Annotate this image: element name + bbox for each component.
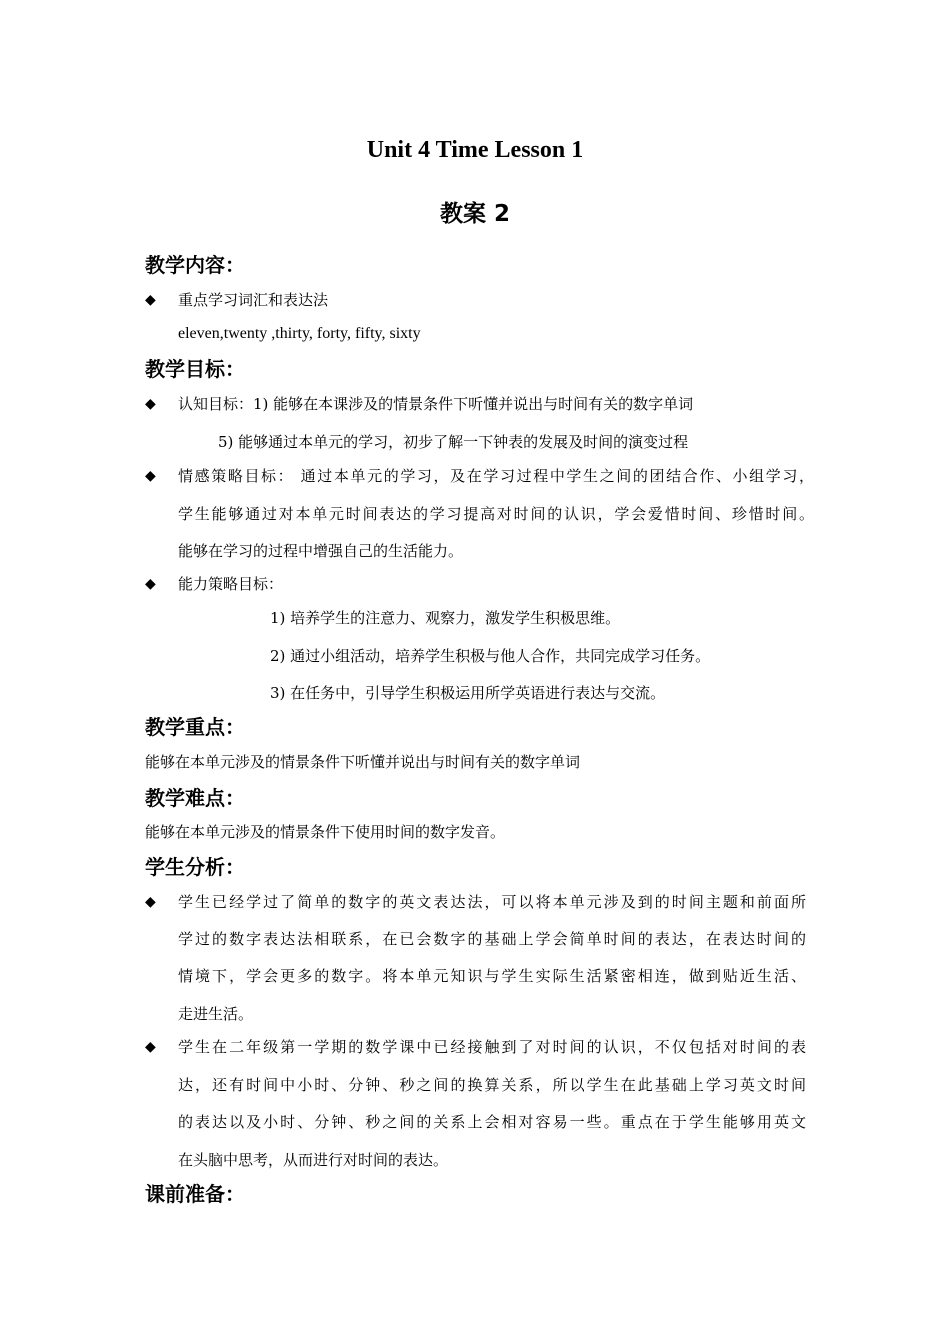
affective-goal-line-2: 学生能够通过对本单元时间表达的学习提高对时间的认识，学会爱惜时间、珍惜时间。 (178, 505, 814, 523)
bullet-diamond-icon: ◆ (145, 292, 156, 308)
key-points-text: 能够在本单元涉及的情景条件下听懂并说出与时间有关的数字单词 (145, 753, 581, 771)
heading-difficulties: 教学难点： (145, 786, 245, 810)
analysis-p1-line-4: 走进生活。 (178, 1005, 254, 1023)
heading-preparation: 课前准备： (145, 1182, 245, 1206)
analysis-p2-line-2: 达，还有时间中小时、分钟、秒之间的换算关系，所以学生在此基础上学习英文时间 (178, 1076, 806, 1094)
heading-teaching-goals: 教学目标： (145, 357, 245, 381)
analysis-p2-line-4: 在头脑中思考，从而进行对时间的表达。 (178, 1151, 449, 1169)
analysis-p2-line-1: 学生在二年级第一学期的数学课中已经接触到了对时间的认识，不仅包括对时间的表 (178, 1038, 806, 1056)
ability-goal-item-2: 2) 通过小组活动，培养学生积极与他人合作，共同完成学习任务。 (270, 647, 711, 665)
affective-goal-line-3: 能够在学习的过程中增强自己的生活能力。 (178, 542, 464, 560)
content-bullet-text: 重点学习词汇和表达法 (178, 291, 329, 309)
analysis-p1-line-1: 学生已经学过了简单的数字的英文表达法，可以将本单元涉及到的时间主题和前面所 (178, 893, 806, 911)
document-subtitle: 教案 2 (439, 201, 510, 227)
ability-goal: 能力策略目标： (178, 575, 284, 593)
difficulties-text: 能够在本单元涉及的情景条件下使用时间的数字发音。 (145, 823, 506, 841)
heading-student-analysis: 学生分析： (145, 855, 245, 879)
ability-goal-item-3: 3) 在任务中，引导学生积极运用所学英语进行表达与交流。 (270, 684, 666, 702)
bullet-diamond-icon: ◆ (145, 1039, 156, 1055)
analysis-p2-line-3: 的表达以及小时、分钟、秒之间的关系上会相对容易一些。重点在于学生能够用英文 (178, 1113, 806, 1131)
bullet-diamond-icon: ◆ (145, 894, 156, 910)
affective-goal-line-1: 情感策略目标： 通过本单元的学习，及在学习过程中学生之间的团结合作、小组学习， (178, 467, 814, 485)
document-title: Unit 4 Time Lesson 1 (366, 137, 584, 163)
heading-key-points: 教学重点： (145, 715, 245, 739)
heading-teaching-content: 教学内容： (145, 253, 245, 277)
ability-goal-item-1: 1) 培养学生的注意力、观察力，激发学生积极思维。 (270, 609, 621, 627)
cognitive-goal-item-5: 5) 能够通过本单元的学习，初步了解一下钟表的发展及时间的演变过程 (218, 433, 689, 451)
vocabulary-words: eleven,twenty ,thirty, forty, fifty, sixty (178, 325, 421, 342)
bullet-diamond-icon: ◆ (145, 468, 156, 484)
analysis-p1-line-3: 情境下，学会更多的数字。将本单元知识与学生实际生活紧密相连，做到贴近生活、 (178, 967, 806, 985)
cognitive-goal: 认知目标：1) 能够在本课涉及的情景条件下听懂并说出与时间有关的数字单词 (178, 395, 694, 413)
bullet-diamond-icon: ◆ (145, 396, 156, 412)
analysis-p1-line-2: 学过的数字表达法相联系，在已会数字的基础上学会简单时间的表达，在表达时间的 (178, 930, 806, 948)
bullet-diamond-icon: ◆ (145, 576, 156, 592)
